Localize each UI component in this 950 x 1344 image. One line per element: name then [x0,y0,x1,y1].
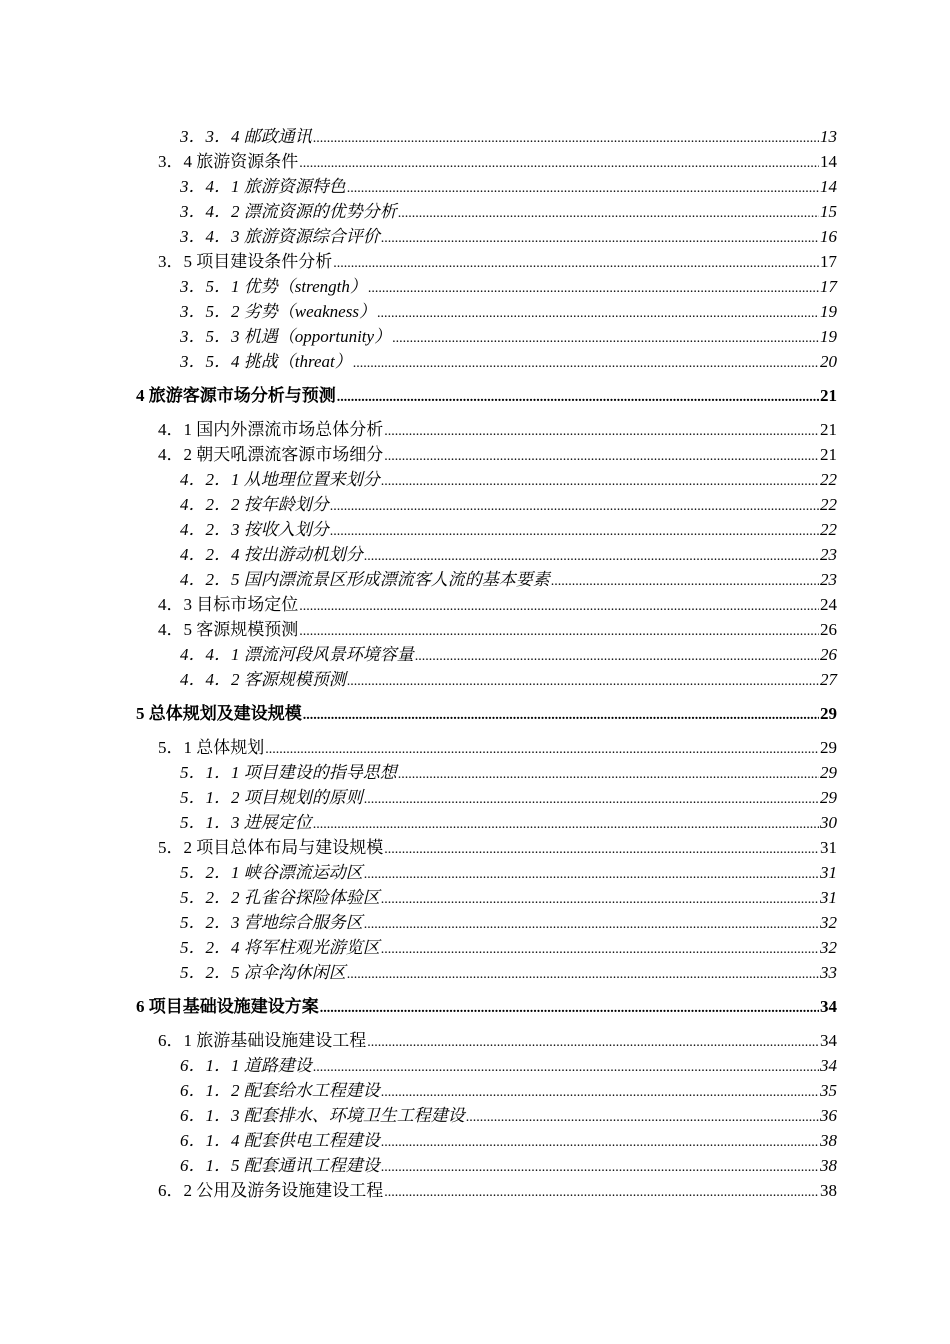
toc-entry-page-number: 29 [820,738,837,757]
toc-entry-page-number: 32 [820,938,837,957]
toc-dot-leader [384,1180,819,1205]
toc-entry[interactable] [136,860,837,885]
toc-dot-leader [377,301,819,326]
toc-entry[interactable] [136,760,837,785]
toc-dot-leader [384,837,819,862]
toc-entry-title: 3．5．1 优势（strength） [180,277,367,296]
toc-entry-title: 5 总体规划及建设规模 [136,704,302,723]
toc-entry-title: 5．2．1 峡谷漂流运动区 [180,863,363,882]
toc-entry-page-number: 29 [820,763,837,782]
toc-entry-page-number: 24 [820,595,837,614]
toc-entry[interactable] [136,642,837,667]
toc-entry-title: 6．1 旅游基础设施建设工程 [158,1031,367,1050]
toc-dot-leader [299,151,819,176]
toc-entry[interactable] [136,1028,837,1053]
toc-entry[interactable] [136,542,837,567]
toc-entry-page-number: 20 [820,352,837,371]
toc-entry[interactable] [136,149,837,174]
toc-dot-leader [299,619,819,644]
toc-entry-page-number: 32 [820,913,837,932]
toc-dot-leader [381,1155,819,1180]
toc-dot-leader [353,351,819,376]
toc-entry-page-number: 23 [820,570,837,589]
toc-entry[interactable] [136,274,837,299]
toc-entry-title: 5．2．4 将军柱观光游览区 [180,938,380,957]
toc-entry-title: 3．4 旅游资源条件 [158,152,299,171]
toc-entry-title: 4．4．1 漂流河段风景环境容量 [180,645,414,664]
toc-entry-page-number: 26 [820,645,837,664]
toc-entry[interactable] [136,1153,837,1178]
toc-dot-leader [347,176,819,201]
toc-entry-title: 4．4．2 客源规模预测 [180,670,346,689]
toc-entry-title: 4．3 目标市场定位 [158,595,299,614]
toc-entry-page-number: 14 [820,152,837,171]
toc-entry[interactable] [136,567,837,592]
toc-entry-title: 4．2．4 按出游动机划分 [180,545,363,564]
toc-dot-leader [313,812,819,837]
toc-entry-title: 6．1．5 配套通讯工程建设 [180,1156,380,1175]
toc-entry-page-number: 38 [820,1131,837,1150]
toc-dot-leader [347,962,819,987]
toc-entry[interactable] [136,617,837,642]
toc-entry[interactable] [136,960,837,985]
table-of-contents [136,124,837,1203]
toc-entry[interactable] [136,910,837,935]
toc-entry[interactable] [136,124,837,149]
toc-dot-leader [299,594,819,619]
toc-dot-leader [337,385,819,410]
toc-entry-page-number: 30 [820,813,837,832]
toc-entry-title: 4．5 客源规模预测 [158,620,299,639]
toc-dot-leader [364,912,819,937]
toc-dot-leader [381,1130,819,1155]
toc-dot-leader [303,703,819,728]
toc-entry-page-number: 14 [820,177,837,196]
toc-dot-leader [384,444,819,469]
toc-entry-page-number: 23 [820,545,837,564]
toc-entry[interactable] [136,199,837,224]
toc-entry[interactable] [136,1178,837,1203]
toc-entry[interactable] [136,701,837,726]
toc-entry[interactable] [136,935,837,960]
toc-entry-title: 3．4．2 漂流资源的优势分析 [180,202,397,221]
toc-entry-page-number: 21 [820,420,837,439]
toc-entry-page-number: 21 [820,386,837,405]
toc-entry[interactable] [136,785,837,810]
toc-entry-title: 6．1．1 道路建设 [180,1056,312,1075]
toc-entry[interactable] [136,592,837,617]
toc-dot-leader [381,469,819,494]
toc-entry[interactable] [136,835,837,860]
toc-entry-title: 5．2．3 营地综合服务区 [180,913,363,932]
toc-entry[interactable] [136,224,837,249]
toc-entry-page-number: 13 [820,127,837,146]
toc-entry-page-number: 36 [820,1106,837,1125]
toc-entry-title: 5．1 总体规划 [158,738,265,757]
toc-entry-title: 4．1 国内外漂流市场总体分析 [158,420,384,439]
toc-entry-title: 3．5．4 挑战（threat） [180,352,352,371]
toc-entry-page-number: 21 [820,445,837,464]
toc-entry[interactable] [136,299,837,324]
toc-dot-leader [415,644,819,669]
toc-entry-page-number: 19 [820,302,837,321]
toc-dot-leader [320,996,819,1021]
toc-entry-page-number: 29 [820,788,837,807]
toc-entry[interactable] [136,1053,837,1078]
toc-entry-page-number: 17 [820,252,837,271]
toc-entry-page-number: 29 [820,704,837,723]
toc-dot-leader [330,519,819,544]
toc-entry-title: 5．2．2 孔雀谷探险体验区 [180,888,380,907]
toc-dot-leader [368,276,819,301]
toc-entry[interactable] [136,442,837,467]
toc-entry-title: 3．5 项目建设条件分析 [158,252,333,271]
toc-dot-leader [398,201,819,226]
toc-entry-title: 6 项目基础设施建设方案 [136,997,319,1016]
toc-entry-page-number: 16 [820,227,837,246]
toc-entry[interactable] [136,810,837,835]
toc-entry-page-number: 38 [820,1156,837,1175]
toc-entry-title: 3．5．2 劣势（weakness） [180,302,376,321]
toc-dot-leader [381,226,819,251]
toc-dot-leader [333,251,819,276]
toc-dot-leader [364,787,819,812]
toc-entry-title: 3．4．3 旅游资源综合评价 [180,227,380,246]
toc-dot-leader [392,326,819,351]
toc-dot-leader [364,862,819,887]
toc-entry[interactable] [136,667,837,692]
toc-entry-page-number: 31 [820,863,837,882]
toc-entry-title: 5．1．3 进展定位 [180,813,312,832]
toc-entry-page-number: 22 [820,520,837,539]
toc-dot-leader [466,1105,819,1130]
toc-dot-leader [367,1030,819,1055]
toc-entry[interactable] [136,349,837,374]
toc-dot-leader [384,419,819,444]
toc-entry[interactable] [136,174,837,199]
toc-entry-page-number: 38 [820,1181,837,1200]
toc-entry-page-number: 35 [820,1081,837,1100]
toc-dot-leader [551,569,819,594]
toc-entry-title: 3．5．3 机遇（opportunity） [180,327,392,346]
toc-dot-leader [398,762,819,787]
toc-entry-page-number: 34 [820,1056,837,1075]
toc-entry-page-number: 22 [820,495,837,514]
toc-entry[interactable] [136,383,837,408]
toc-entry-page-number: 34 [820,997,837,1016]
toc-entry-page-number: 22 [820,470,837,489]
toc-entry[interactable] [136,1078,837,1103]
toc-entry[interactable] [136,492,837,517]
toc-entry-title: 4 旅游客源市场分析与预测 [136,386,336,405]
toc-entry-page-number: 27 [820,670,837,689]
toc-dot-leader [313,1055,819,1080]
toc-entry[interactable] [136,1128,837,1153]
toc-dot-leader [347,669,819,694]
toc-entry-title: 4．2．5 国内漂流景区形成漂流客人流的基本要素 [180,570,550,589]
toc-entry-title: 5．2．5 凉伞沟休闲区 [180,963,346,982]
toc-entry[interactable] [136,249,837,274]
toc-entry-title: 5．1．2 项目规划的原则 [180,788,363,807]
toc-entry-page-number: 31 [820,888,837,907]
toc-entry[interactable] [136,467,837,492]
toc-entry-title: 5．1．1 项目建设的指导思想 [180,763,397,782]
toc-entry-title: 4．2．2 按年龄划分 [180,495,329,514]
toc-entry-title: 3．3．4 邮政通讯 [180,127,312,146]
toc-entry-page-number: 34 [820,1031,837,1050]
toc-entry[interactable] [136,885,837,910]
toc-entry-page-number: 19 [820,327,837,346]
toc-entry-title: 6．2 公用及游务设施建设工程 [158,1181,384,1200]
toc-dot-leader [330,494,819,519]
toc-entry-title: 4．2．3 按收入划分 [180,520,329,539]
toc-dot-leader [364,544,819,569]
toc-entry-page-number: 33 [820,963,837,982]
toc-entry-title: 5．2 项目总体布局与建设规模 [158,838,384,857]
toc-entry-page-number: 26 [820,620,837,639]
toc-dot-leader [381,887,819,912]
toc-entry-page-number: 31 [820,838,837,857]
toc-entry[interactable] [136,517,837,542]
toc-entry-title: 6．1．3 配套排水、环境卫生工程建设 [180,1106,465,1125]
toc-entry[interactable] [136,994,837,1019]
toc-entry-title: 3．4．1 旅游资源特色 [180,177,346,196]
toc-entry-page-number: 15 [820,202,837,221]
toc-entry[interactable] [136,1103,837,1128]
toc-dot-leader [265,737,819,762]
toc-entry-title: 4．2 朝天吼漂流客源市场细分 [158,445,384,464]
toc-dot-leader [381,1080,819,1105]
toc-dot-leader [313,126,819,151]
toc-entry-title: 6．1．4 配套供电工程建设 [180,1131,380,1150]
toc-entry[interactable] [136,324,837,349]
toc-entry[interactable] [136,417,837,442]
toc-entry-title: 6．1．2 配套给水工程建设 [180,1081,380,1100]
toc-entry[interactable] [136,735,837,760]
toc-entry-title: 4．2．1 从地理位置来划分 [180,470,380,489]
toc-entry-page-number: 17 [820,277,837,296]
toc-dot-leader [381,937,819,962]
